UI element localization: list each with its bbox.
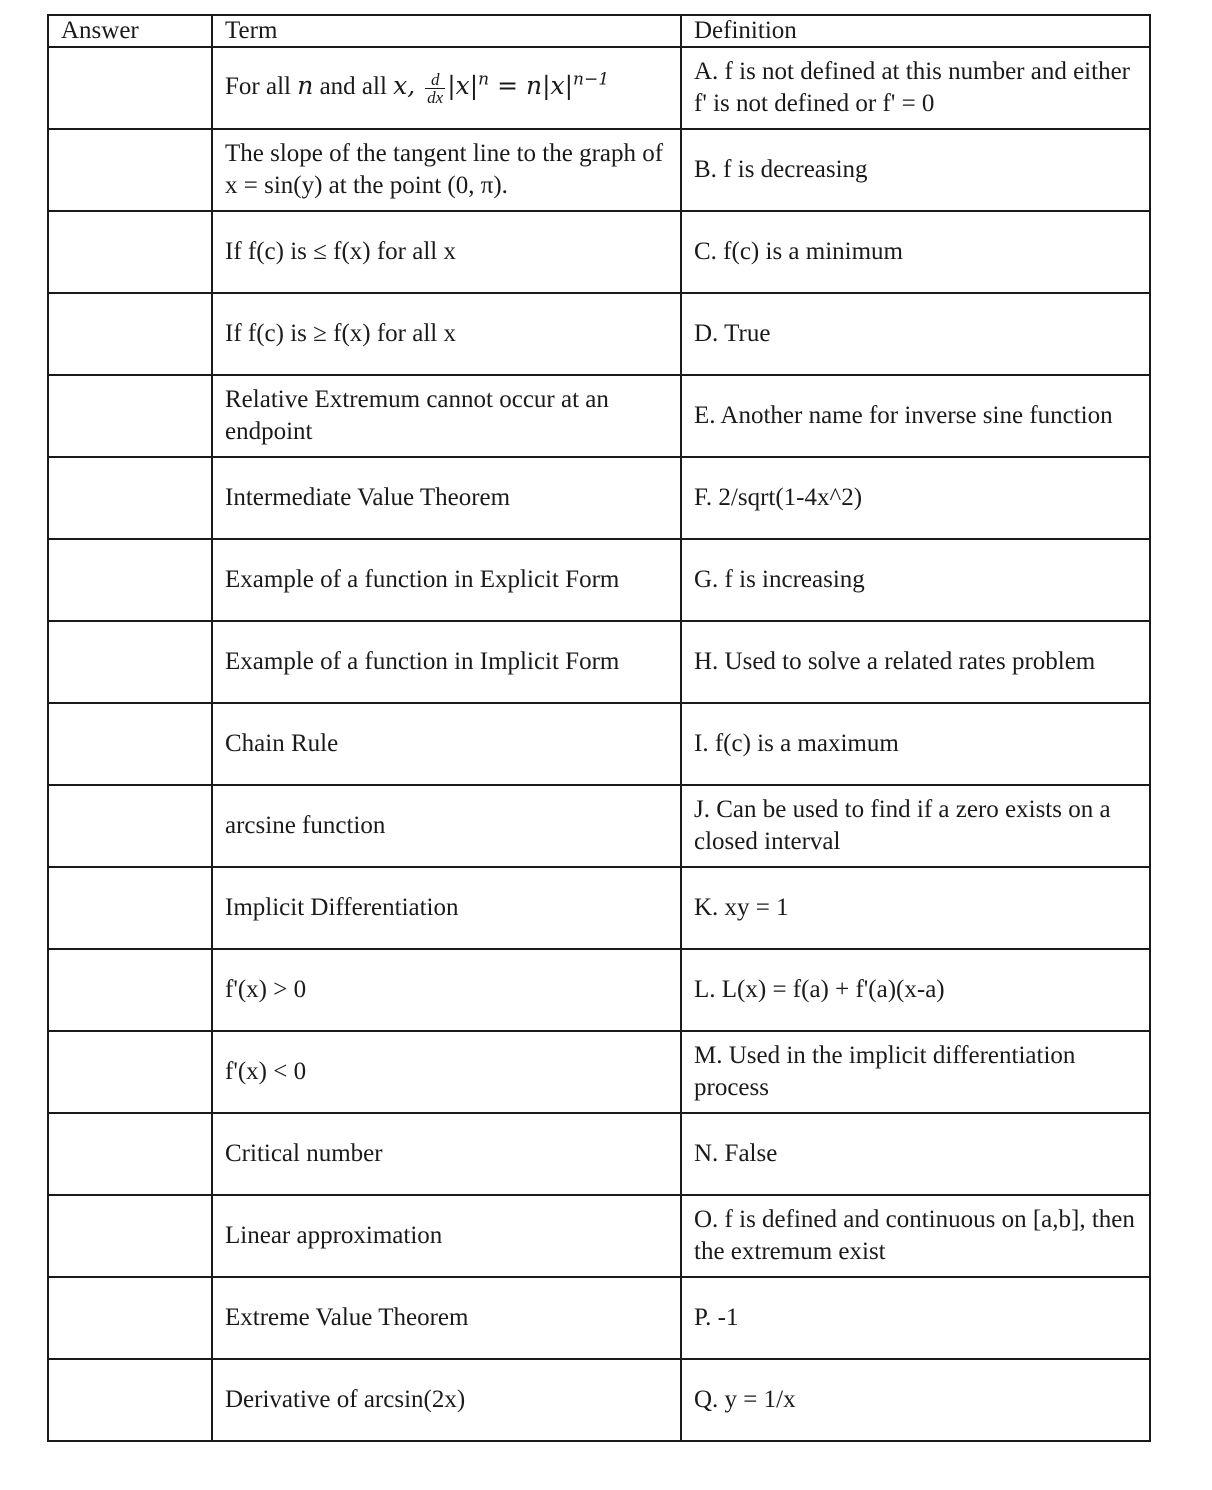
table-row — [48, 457, 1150, 539]
definition-cell: M. Used in the implicit differentiation process — [681, 1031, 1150, 1113]
definition-cell: E. Another name for inverse sine function — [681, 375, 1150, 457]
answer-cell[interactable] — [48, 703, 212, 785]
term-cell: f'(x) > 0 — [212, 949, 681, 1031]
fraction-numerator: d — [425, 71, 445, 89]
answer-cell[interactable] — [48, 375, 212, 457]
math-expr: = n|x| — [489, 71, 574, 101]
answer-cell[interactable] — [48, 293, 212, 375]
table-body — [48, 47, 1150, 1441]
answer-cell[interactable] — [48, 1195, 212, 1277]
definition-cell: P. -1 — [681, 1277, 1150, 1359]
math-exponent: n−1 — [573, 69, 610, 90]
table-row — [48, 1359, 1150, 1441]
term-cell: Critical number — [212, 1113, 681, 1195]
table-row — [48, 949, 1150, 1031]
table-row — [48, 129, 1150, 211]
answer-cell[interactable] — [48, 1031, 212, 1113]
answer-cell[interactable] — [48, 457, 212, 539]
table-row — [48, 1031, 1150, 1113]
answer-header: Answer — [48, 15, 212, 47]
matching-table — [47, 14, 1151, 1442]
table-row — [48, 1195, 1150, 1277]
term-cell: Derivative of arcsin(2x) — [212, 1359, 681, 1441]
math-var: x, — [393, 71, 424, 101]
definition-cell: D. True — [681, 293, 1150, 375]
definition-cell: K. xy = 1 — [681, 867, 1150, 949]
definition-cell: Q. y = 1/x — [681, 1359, 1150, 1441]
definition-header: Definition — [681, 15, 1150, 47]
table-row — [48, 539, 1150, 621]
definition-cell: B. f is decreasing — [681, 129, 1150, 211]
answer-cell[interactable] — [48, 867, 212, 949]
definition-cell: F. 2/sqrt(1-4x^2) — [681, 457, 1150, 539]
term-cell: arcsine function — [212, 785, 681, 867]
answer-cell[interactable] — [48, 949, 212, 1031]
term-cell: Chain Rule — [212, 703, 681, 785]
table-row — [48, 785, 1150, 867]
math-exponent: n — [478, 69, 490, 90]
answer-cell[interactable] — [48, 1359, 212, 1441]
definition-cell: J. Can be used to find if a zero exists on a closed interval — [681, 785, 1150, 867]
term-cell: Example of a function in Implicit Form — [212, 621, 681, 703]
table-row — [48, 1113, 1150, 1195]
definition-cell: C. f(c) is a minimum — [681, 211, 1150, 293]
term-cell: If f(c) is ≥ f(x) for all x — [212, 293, 681, 375]
answer-cell[interactable] — [48, 539, 212, 621]
term-text: and all — [313, 73, 394, 101]
answer-cell[interactable] — [48, 47, 212, 129]
term-cell: The slope of the tangent line to the graph of x = sin(y) at the point (0, π). — [212, 129, 681, 211]
term-cell: If f(c) is ≤ f(x) for all x — [212, 211, 681, 293]
definition-cell: N. False — [681, 1113, 1150, 1195]
term-cell: Implicit Differentiation — [212, 867, 681, 949]
table-row — [48, 1277, 1150, 1359]
header-row — [48, 15, 1150, 47]
answer-cell[interactable] — [48, 785, 212, 867]
definition-cell: O. f is defined and continuous on [a,b], then the extremum exist — [681, 1195, 1150, 1277]
answer-cell[interactable] — [48, 211, 212, 293]
derivative-fraction — [425, 71, 445, 106]
table-row — [48, 47, 1150, 129]
answer-cell[interactable] — [48, 129, 212, 211]
table-row — [48, 703, 1150, 785]
term-cell — [212, 47, 681, 129]
definition-cell: A. f is not defined at this number and either f' is not defined or f' = 0 — [681, 47, 1150, 129]
term-cell: Relative Extremum cannot occur at an endpoint — [212, 375, 681, 457]
answer-cell[interactable] — [48, 1113, 212, 1195]
table-row — [48, 293, 1150, 375]
definition-cell: L. L(x) = f(a) + f'(a)(x-a) — [681, 949, 1150, 1031]
table-row — [48, 867, 1150, 949]
table-row — [48, 211, 1150, 293]
fraction-denominator: dx — [427, 87, 444, 107]
math-var: n — [297, 71, 314, 101]
term-cell: f'(x) < 0 — [212, 1031, 681, 1113]
math-expr: |x| — [447, 71, 479, 101]
term-header: Term — [212, 15, 681, 47]
answer-cell[interactable] — [48, 621, 212, 703]
term-cell: Linear approximation — [212, 1195, 681, 1277]
definition-cell: H. Used to solve a related rates problem — [681, 621, 1150, 703]
definition-cell: G. f is increasing — [681, 539, 1150, 621]
term-cell: Extreme Value Theorem — [212, 1277, 681, 1359]
answer-cell[interactable] — [48, 1277, 212, 1359]
table-row — [48, 375, 1150, 457]
definition-cell: I. f(c) is a maximum — [681, 703, 1150, 785]
term-cell: Intermediate Value Theorem — [212, 457, 681, 539]
table-row — [48, 621, 1150, 703]
term-cell: Example of a function in Explicit Form — [212, 539, 681, 621]
term-text: For all — [225, 73, 298, 101]
